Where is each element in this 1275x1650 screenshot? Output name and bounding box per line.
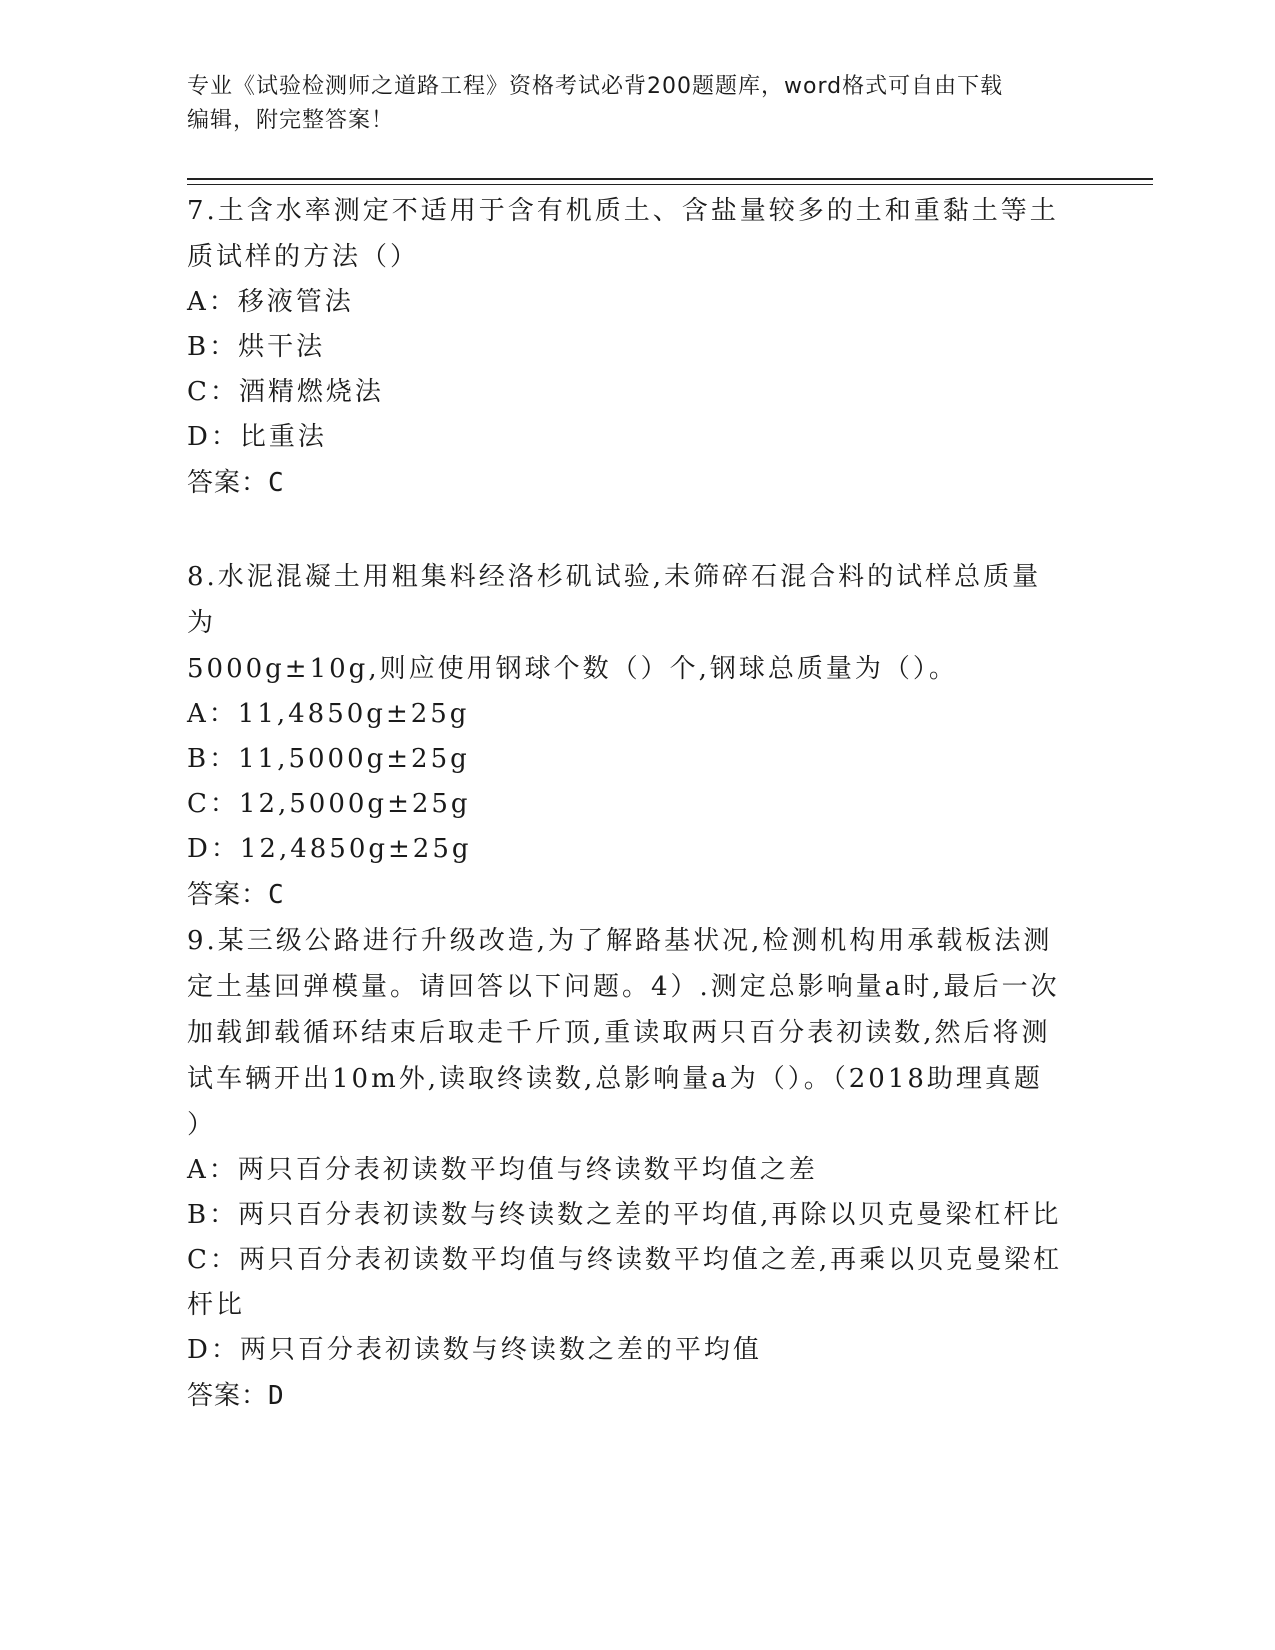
header-divider xyxy=(187,178,1153,185)
header-line-1: 专业《试验检测师之道路工程》资格考试必背200题题库，word格式可自由下载 xyxy=(187,74,1004,99)
answer-label: 答案： xyxy=(187,468,269,498)
stem-line: 定土基回弹模量。请回答以下问题。4）.测定总影响量a时,最后一次 xyxy=(187,972,1060,1002)
option-c xyxy=(187,1238,1067,1283)
option-text: 11,5000g±25g xyxy=(238,744,470,774)
stem-line: 试车辆开出10m外,读取终读数,总影响量a为（）。（2018助理真题 xyxy=(187,1064,1043,1094)
answer-line xyxy=(187,872,1067,918)
option-text: 11,4850g±25g xyxy=(237,699,470,729)
question-9 xyxy=(187,918,1067,1419)
answer-line xyxy=(187,1373,1067,1419)
option-d xyxy=(187,1328,1067,1373)
option-key: C： xyxy=(187,377,239,407)
answer-label: 答案： xyxy=(187,1381,269,1411)
option-key: C： xyxy=(187,789,239,819)
option-text: 两只百分表初读数与终读数之差的平均值,再除以贝克曼梁杠杆比 xyxy=(238,1200,1062,1230)
option-text: 移液管法 xyxy=(237,287,354,317)
question-7 xyxy=(187,188,1067,506)
option-a xyxy=(187,280,1067,325)
answer-value: D xyxy=(268,1381,285,1411)
option-key: B： xyxy=(187,744,239,774)
header-line-2: 编辑，附完整答案！ xyxy=(187,108,395,133)
question-stem xyxy=(187,918,1067,1148)
option-text: 烘干法 xyxy=(238,332,326,362)
option-text: 酒精燃烧法 xyxy=(238,377,384,407)
option-a xyxy=(187,1148,1067,1193)
question-8 xyxy=(187,554,1067,918)
option-b xyxy=(187,1193,1067,1238)
stem-line: 8.水泥混凝土用粗集料经洛杉矶试验,未筛碎石混合料的试样总质量为 xyxy=(187,562,1042,638)
option-d xyxy=(187,827,1067,872)
page-header xyxy=(187,70,1087,138)
stem-line: ） xyxy=(187,1110,217,1140)
option-text: 12,5000g±25g xyxy=(238,789,471,819)
option-key: D： xyxy=(187,834,240,864)
stem-line: 9.某三级公路进行升级改造,为了解路基状况,检测机构用承载板法测 xyxy=(187,926,1053,956)
question-stem xyxy=(187,554,1067,692)
answer-value: C xyxy=(268,468,285,498)
option-c xyxy=(187,782,1067,827)
option-key: A： xyxy=(187,699,238,729)
option-key: A： xyxy=(187,1155,238,1185)
answer-label: 答案： xyxy=(187,880,269,910)
option-text: 两只百分表初读数平均值与终读数平均值之差,再乘以贝克曼梁杠 xyxy=(238,1245,1063,1275)
stem-line: 质试样的方法（） xyxy=(187,242,420,272)
option-key: A： xyxy=(187,287,238,317)
question-stem xyxy=(187,188,1067,280)
option-key: C： xyxy=(187,1245,239,1275)
option-key: D： xyxy=(187,1335,240,1365)
stem-line: 7.土含水率测定不适用于含有机质土、含盐量较多的土和重黏土等土 xyxy=(187,196,1059,226)
option-d xyxy=(187,415,1067,460)
option-text: 12,4850g±25g xyxy=(239,834,472,864)
option-key: D： xyxy=(187,422,240,452)
option-text: 两只百分表初读数与终读数之差的平均值 xyxy=(239,1335,762,1365)
option-b xyxy=(187,325,1067,370)
option-a xyxy=(187,692,1067,737)
stem-line: 5000g±10g,则应使用钢球个数（）个,钢球总质量为（）。 xyxy=(187,654,958,684)
option-c-continued: 杆比 xyxy=(187,1290,246,1320)
option-b xyxy=(187,737,1067,782)
answer-value: C xyxy=(268,880,285,910)
option-key: B： xyxy=(187,1200,239,1230)
stem-line: 加载卸载循环结束后取走千斤顶,重读取两只百分表初读数,然后将测 xyxy=(187,1018,1051,1048)
option-text: 比重法 xyxy=(239,422,327,452)
option-text: 两只百分表初读数平均值与终读数平均值之差 xyxy=(237,1155,818,1185)
option-key: B： xyxy=(187,332,239,362)
option-c xyxy=(187,370,1067,415)
answer-line xyxy=(187,460,1067,506)
